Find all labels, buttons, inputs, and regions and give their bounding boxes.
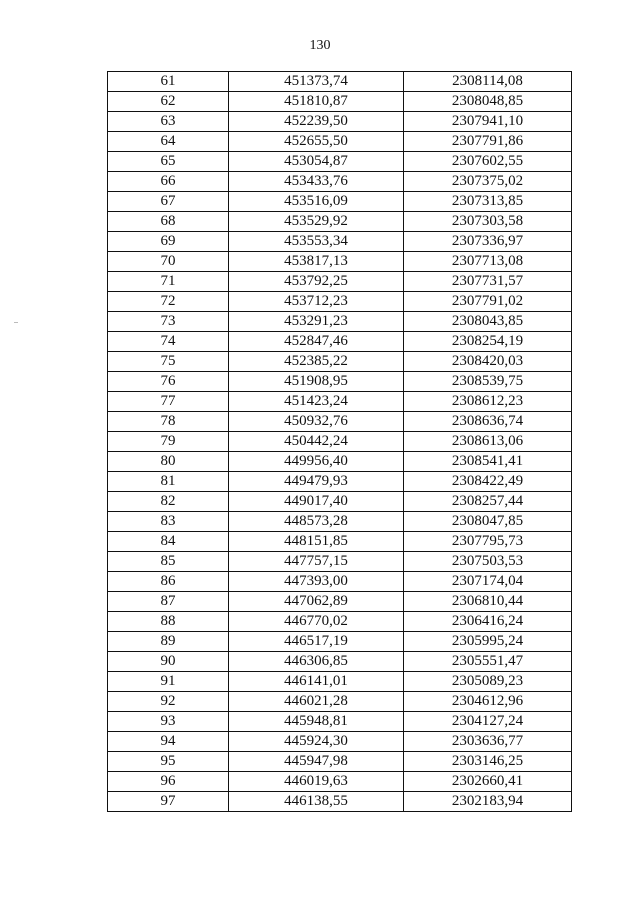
table-row bbox=[108, 472, 572, 492]
y-coordinate-cell: 2308047,85 bbox=[404, 512, 572, 532]
y-coordinate-cell: 2306810,44 bbox=[404, 592, 572, 612]
x-coordinate-cell: 451373,74 bbox=[229, 72, 404, 92]
x-coordinate-cell: 453433,76 bbox=[229, 172, 404, 192]
table-row bbox=[108, 392, 572, 412]
y-coordinate-cell: 2305089,23 bbox=[404, 672, 572, 692]
y-coordinate-cell: 2307713,08 bbox=[404, 252, 572, 272]
y-coordinate-cell: 2307336,97 bbox=[404, 232, 572, 252]
table-row bbox=[108, 512, 572, 532]
y-coordinate-cell: 2307174,04 bbox=[404, 572, 572, 592]
point-number-cell: 64 bbox=[108, 132, 229, 152]
y-coordinate-cell: 2308636,74 bbox=[404, 412, 572, 432]
table-row bbox=[108, 192, 572, 212]
table-row bbox=[108, 752, 572, 772]
point-number-cell: 95 bbox=[108, 752, 229, 772]
point-number-cell: 71 bbox=[108, 272, 229, 292]
x-coordinate-cell: 447062,89 bbox=[229, 592, 404, 612]
point-number-cell: 63 bbox=[108, 112, 229, 132]
point-number-cell: 72 bbox=[108, 292, 229, 312]
table-row bbox=[108, 732, 572, 752]
point-number-cell: 62 bbox=[108, 92, 229, 112]
y-coordinate-cell: 2307375,02 bbox=[404, 172, 572, 192]
table-row bbox=[108, 532, 572, 552]
x-coordinate-cell: 446138,55 bbox=[229, 792, 404, 812]
y-coordinate-cell: 2304127,24 bbox=[404, 712, 572, 732]
coordinates-table-body bbox=[108, 72, 572, 812]
point-number-cell: 77 bbox=[108, 392, 229, 412]
x-coordinate-cell: 447757,15 bbox=[229, 552, 404, 572]
point-number-cell: 80 bbox=[108, 452, 229, 472]
y-coordinate-cell: 2308539,75 bbox=[404, 372, 572, 392]
y-coordinate-cell: 2305995,24 bbox=[404, 632, 572, 652]
point-number-cell: 78 bbox=[108, 412, 229, 432]
table-row bbox=[108, 612, 572, 632]
table-row bbox=[108, 792, 572, 812]
y-coordinate-cell: 2308420,03 bbox=[404, 352, 572, 372]
y-coordinate-cell: 2307313,85 bbox=[404, 192, 572, 212]
x-coordinate-cell: 452655,50 bbox=[229, 132, 404, 152]
table-row bbox=[108, 692, 572, 712]
x-coordinate-cell: 452239,50 bbox=[229, 112, 404, 132]
x-coordinate-cell: 453792,25 bbox=[229, 272, 404, 292]
table-row bbox=[108, 572, 572, 592]
point-number-cell: 76 bbox=[108, 372, 229, 392]
x-coordinate-cell: 453291,23 bbox=[229, 312, 404, 332]
x-coordinate-cell: 453553,34 bbox=[229, 232, 404, 252]
table-row bbox=[108, 92, 572, 112]
x-coordinate-cell: 451810,87 bbox=[229, 92, 404, 112]
point-number-cell: 91 bbox=[108, 672, 229, 692]
y-coordinate-cell: 2308257,44 bbox=[404, 492, 572, 512]
x-coordinate-cell: 453529,92 bbox=[229, 212, 404, 232]
y-coordinate-cell: 2307303,58 bbox=[404, 212, 572, 232]
table-row bbox=[108, 652, 572, 672]
point-number-cell: 74 bbox=[108, 332, 229, 352]
y-coordinate-cell: 2303146,25 bbox=[404, 752, 572, 772]
x-coordinate-cell: 445947,98 bbox=[229, 752, 404, 772]
table-row bbox=[108, 672, 572, 692]
y-coordinate-cell: 2302660,41 bbox=[404, 772, 572, 792]
point-number-cell: 81 bbox=[108, 472, 229, 492]
x-coordinate-cell: 446517,19 bbox=[229, 632, 404, 652]
y-coordinate-cell: 2307503,53 bbox=[404, 552, 572, 572]
y-coordinate-cell: 2307731,57 bbox=[404, 272, 572, 292]
x-coordinate-cell: 449479,93 bbox=[229, 472, 404, 492]
x-coordinate-cell: 448573,28 bbox=[229, 512, 404, 532]
table-row bbox=[108, 452, 572, 472]
point-number-cell: 86 bbox=[108, 572, 229, 592]
x-coordinate-cell: 449017,40 bbox=[229, 492, 404, 512]
table-row bbox=[108, 592, 572, 612]
scan-mark bbox=[14, 322, 18, 323]
y-coordinate-cell: 2308048,85 bbox=[404, 92, 572, 112]
table-row bbox=[108, 492, 572, 512]
point-number-cell: 93 bbox=[108, 712, 229, 732]
x-coordinate-cell: 451423,24 bbox=[229, 392, 404, 412]
table-row bbox=[108, 252, 572, 272]
table-row bbox=[108, 232, 572, 252]
x-coordinate-cell: 450932,76 bbox=[229, 412, 404, 432]
point-number-cell: 96 bbox=[108, 772, 229, 792]
y-coordinate-cell: 2306416,24 bbox=[404, 612, 572, 632]
point-number-cell: 83 bbox=[108, 512, 229, 532]
point-number-cell: 88 bbox=[108, 612, 229, 632]
y-coordinate-cell: 2308541,41 bbox=[404, 452, 572, 472]
table-row bbox=[108, 152, 572, 172]
y-coordinate-cell: 2308612,23 bbox=[404, 392, 572, 412]
point-number-cell: 65 bbox=[108, 152, 229, 172]
table-row bbox=[108, 552, 572, 572]
x-coordinate-cell: 446019,63 bbox=[229, 772, 404, 792]
x-coordinate-cell: 448151,85 bbox=[229, 532, 404, 552]
point-number-cell: 68 bbox=[108, 212, 229, 232]
point-number-cell: 73 bbox=[108, 312, 229, 332]
y-coordinate-cell: 2305551,47 bbox=[404, 652, 572, 672]
point-number-cell: 92 bbox=[108, 692, 229, 712]
table-row bbox=[108, 432, 572, 452]
x-coordinate-cell: 453817,13 bbox=[229, 252, 404, 272]
page-number: 130 bbox=[309, 38, 331, 53]
x-coordinate-cell: 453516,09 bbox=[229, 192, 404, 212]
x-coordinate-cell: 451908,95 bbox=[229, 372, 404, 392]
x-coordinate-cell: 446021,28 bbox=[229, 692, 404, 712]
point-number-cell: 94 bbox=[108, 732, 229, 752]
point-number-cell: 75 bbox=[108, 352, 229, 372]
x-coordinate-cell: 446141,01 bbox=[229, 672, 404, 692]
table-row bbox=[108, 352, 572, 372]
table-row bbox=[108, 272, 572, 292]
y-coordinate-cell: 2307602,55 bbox=[404, 152, 572, 172]
table-row bbox=[108, 712, 572, 732]
table-row bbox=[108, 292, 572, 312]
y-coordinate-cell: 2307791,86 bbox=[404, 132, 572, 152]
point-number-cell: 85 bbox=[108, 552, 229, 572]
x-coordinate-cell: 446306,85 bbox=[229, 652, 404, 672]
table-row bbox=[108, 172, 572, 192]
y-coordinate-cell: 2304612,96 bbox=[404, 692, 572, 712]
point-number-cell: 69 bbox=[108, 232, 229, 252]
y-coordinate-cell: 2308422,49 bbox=[404, 472, 572, 492]
table-row bbox=[108, 772, 572, 792]
x-coordinate-cell: 450442,24 bbox=[229, 432, 404, 452]
point-number-cell: 87 bbox=[108, 592, 229, 612]
x-coordinate-cell: 447393,00 bbox=[229, 572, 404, 592]
x-coordinate-cell: 445948,81 bbox=[229, 712, 404, 732]
point-number-cell: 70 bbox=[108, 252, 229, 272]
point-number-cell: 66 bbox=[108, 172, 229, 192]
table-row bbox=[108, 332, 572, 352]
y-coordinate-cell: 2307795,73 bbox=[404, 532, 572, 552]
point-number-cell: 89 bbox=[108, 632, 229, 652]
point-number-cell: 79 bbox=[108, 432, 229, 452]
x-coordinate-cell: 453054,87 bbox=[229, 152, 404, 172]
coordinates-table bbox=[107, 71, 572, 812]
table-row bbox=[108, 312, 572, 332]
point-number-cell: 82 bbox=[108, 492, 229, 512]
table-row bbox=[108, 72, 572, 92]
table-row bbox=[108, 372, 572, 392]
table-row bbox=[108, 212, 572, 232]
table-row bbox=[108, 632, 572, 652]
x-coordinate-cell: 453712,23 bbox=[229, 292, 404, 312]
y-coordinate-cell: 2307941,10 bbox=[404, 112, 572, 132]
y-coordinate-cell: 2308043,85 bbox=[404, 312, 572, 332]
x-coordinate-cell: 445924,30 bbox=[229, 732, 404, 752]
table-row bbox=[108, 132, 572, 152]
y-coordinate-cell: 2308114,08 bbox=[404, 72, 572, 92]
point-number-cell: 84 bbox=[108, 532, 229, 552]
y-coordinate-cell: 2307791,02 bbox=[404, 292, 572, 312]
y-coordinate-cell: 2302183,94 bbox=[404, 792, 572, 812]
y-coordinate-cell: 2308254,19 bbox=[404, 332, 572, 352]
point-number-cell: 97 bbox=[108, 792, 229, 812]
x-coordinate-cell: 452385,22 bbox=[229, 352, 404, 372]
x-coordinate-cell: 449956,40 bbox=[229, 452, 404, 472]
y-coordinate-cell: 2308613,06 bbox=[404, 432, 572, 452]
x-coordinate-cell: 452847,46 bbox=[229, 332, 404, 352]
table-row bbox=[108, 412, 572, 432]
y-coordinate-cell: 2303636,77 bbox=[404, 732, 572, 752]
point-number-cell: 67 bbox=[108, 192, 229, 212]
point-number-cell: 90 bbox=[108, 652, 229, 672]
x-coordinate-cell: 446770,02 bbox=[229, 612, 404, 632]
table-row bbox=[108, 112, 572, 132]
point-number-cell: 61 bbox=[108, 72, 229, 92]
